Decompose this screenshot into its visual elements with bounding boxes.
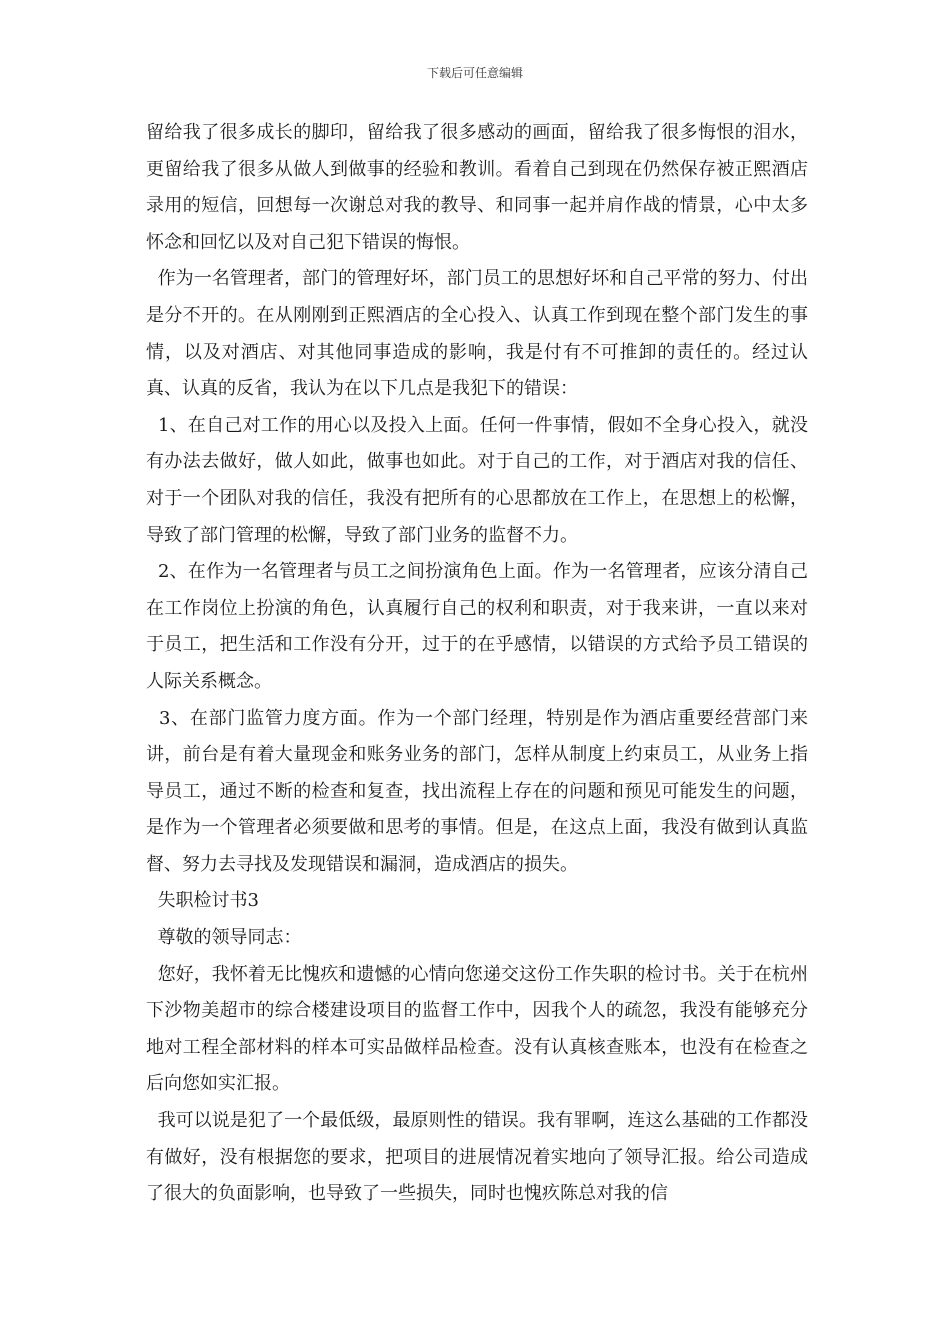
page-header: 下载后可任意编辑	[426, 66, 523, 80]
paragraph: 1、在自己对工作的用心以及投入上面。任何一件事情，假如不全身心投入，就没有办法去做好，做人如此，做事也如此。对于自己的工作，对于酒店对我的信任、对于一个团队对我的信任，我没有把所有的心思都放在工作上，在思想上的松懈，导致了部门管理的松懈，导致了部门业务的监督不力。	[146, 414, 808, 546]
salutation: 尊敬的领导同志：	[146, 927, 302, 949]
paragraph: 留给我了很多成长的脚印，留给我了很多感动的画面，留给我了很多悔恨的泪水，更留给我了很多从做人到做事的经验和教训。看着自己到现在仍然保存被正熙酒店录用的短信，回想每一次谢总对我的教导、和同事一起并肩作战的情景，心中太多怀念和回忆以及对自己犯下错误的悔恨。	[146, 122, 808, 253]
document-body	[146, 115, 808, 1213]
paragraph: 您好，我怀着无比愧疚和遗憾的心情向您递交这份工作失职的检讨书。关于在杭州下沙物美超市的综合楼建设项目的监督工作中，因我个人的疏忽，我没有能够充分地对工程全部材料的样本可实品做样品检查。没有认真核查账本，也没有在检查之后向您如实汇报。	[146, 963, 808, 1095]
paragraph: 作为一名管理者，部门的管理好坏，部门员工的思想好坏和自己平常的努力、付出是分不开的。在从刚刚到正熙酒店的全心投入、认真工作到现在整个部门发生的事情，以及对酒店、对其他同事造成的影响，我是付有不可推卸的责任的。经过认真、认真的反省，我认为在以下几点是我犯下的错误：	[146, 268, 808, 400]
section-title: 失职检讨书3	[146, 890, 259, 912]
paragraph: 我可以说是犯了一个最低级，最原则性的错误。我有罪啊，连这么基础的工作都没有做好，没有根据您的要求，把项目的进展情况着实地向了领导汇报。给公司造成了很大的负面影响，也导致了一些损失，同时也愧疚陈总对我的信	[146, 1110, 808, 1205]
paragraph: 2、在作为一名管理者与员工之间扮演角色上面。作为一名管理者，应该分清自己在工作岗位上扮演的角色，认真履行自己的权利和职责，对于我来讲，一直以来对于员工，把生活和工作没有分开，过于的在乎感情，以错误的方式给予员工错误的人际关系概念。	[146, 561, 808, 692]
paragraph: 3、在部门监管力度方面。作为一个部门经理，特别是作为酒店重要经营部门来讲，前台是有着大量现金和账务业务的部门，怎样从制度上约束员工，从业务上指导员工，通过不断的检查和复查，找出流程上存在的问题和预见可能发生的问题，是作为一个管理者必须要做和思考的事情。但是，在这点上面，我没有做到认真监督、努力去寻找及发现错误和漏洞，造成酒店的损失。	[146, 707, 808, 875]
